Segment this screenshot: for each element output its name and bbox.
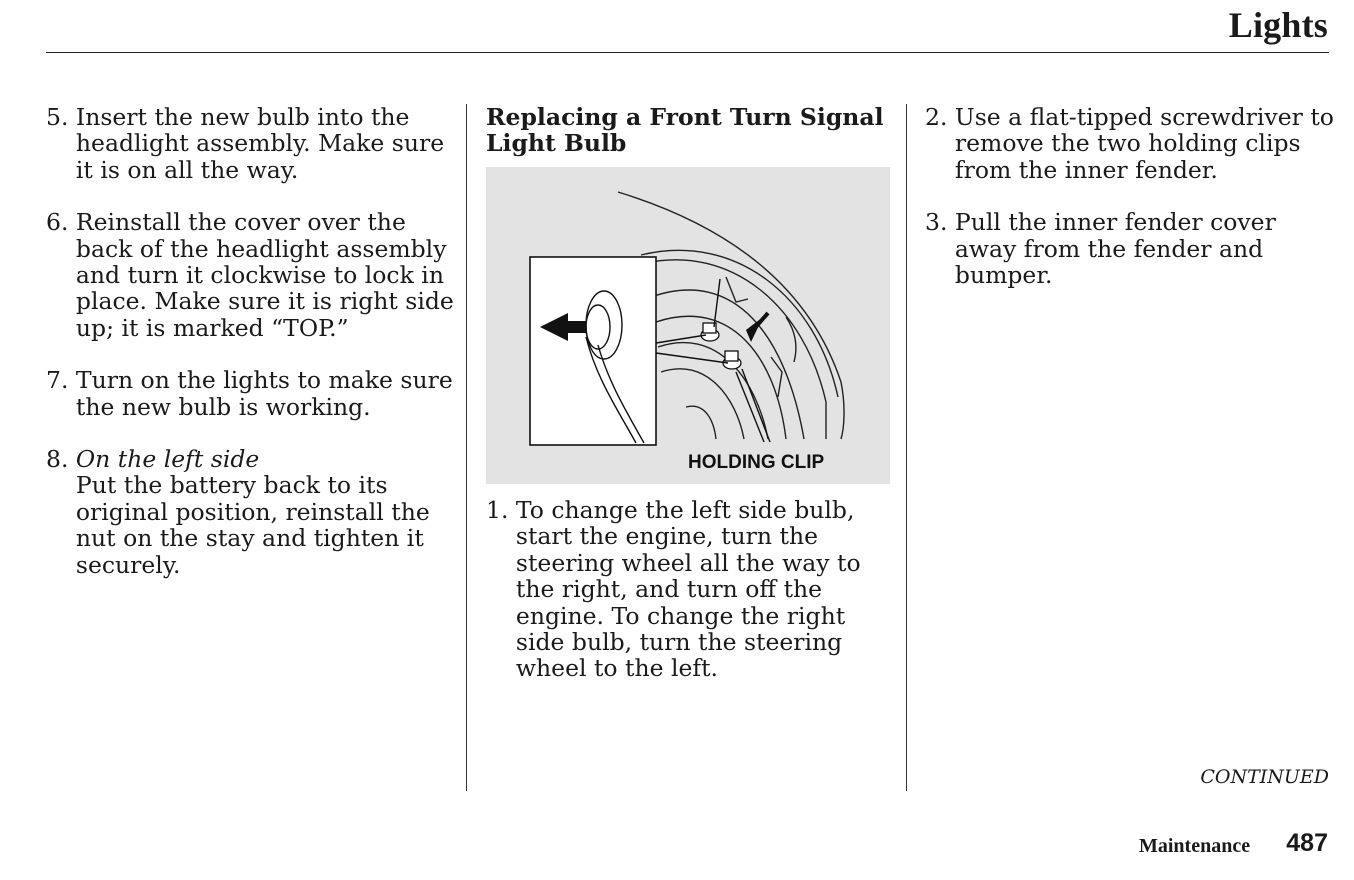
footer-section-name: Maintenance (1139, 835, 1251, 857)
step-text: To change the left side bulb, start the engine, turn the steering wheel all the way to the right, and turn off the engine. To change the right side bulb, turn the steering wheel to the left. (515, 496, 861, 683)
column-middle (486, 104, 890, 708)
column-divider (906, 104, 907, 791)
step-number: 1. (486, 496, 516, 524)
step-7 (46, 367, 456, 420)
step-number: 5. (46, 103, 76, 131)
header-rule (46, 52, 1329, 53)
step-1 (486, 497, 890, 682)
step-text: Insert the new bulb into the headlight assembly. Make sure it is on all the way. (75, 103, 445, 184)
column-right (925, 104, 1335, 314)
section-heading: Replacing a Front Turn Signal Light Bulb (486, 103, 884, 157)
step-3 (925, 209, 1335, 288)
step-number: 2. (925, 103, 955, 131)
step-number: 7. (46, 366, 76, 395)
page-title: Lights (1228, 5, 1328, 45)
continued-note: CONTINUED (1200, 766, 1329, 788)
step-text: Put the battery back to its original position, reinstall the nut on the stay and tighten it securely. (75, 471, 430, 579)
fender-diagram-icon (486, 167, 890, 484)
step-5 (46, 104, 456, 183)
step-8 (46, 446, 456, 578)
step-number: 6. (46, 208, 76, 237)
step-text: Use a flat-tipped screwdriver to remove the two holding clips from the inner fender. (954, 103, 1334, 184)
step-6 (46, 209, 456, 341)
page-number: 487 (1286, 829, 1328, 857)
column-left (46, 104, 456, 604)
step-subheading: On the left side (75, 445, 260, 474)
step-text: Pull the inner fender cover away from the fender and bumper. (954, 208, 1276, 290)
holding-clip-illustration (486, 167, 890, 484)
step-text: Reinstall the cover over the back of the headlight assembly and turn it clockwise to lock in place. Make sure it is right side up; it is marked “TOP.” (75, 208, 454, 342)
step-text: Turn on the lights to make sure the new bulb is working. (75, 366, 453, 421)
figure-label: HOLDING CLIP (688, 452, 825, 473)
step-body (76, 446, 456, 578)
step-number: 8. (46, 445, 76, 474)
column-divider (466, 104, 467, 791)
step-2 (925, 104, 1335, 183)
step-number: 3. (925, 208, 955, 237)
